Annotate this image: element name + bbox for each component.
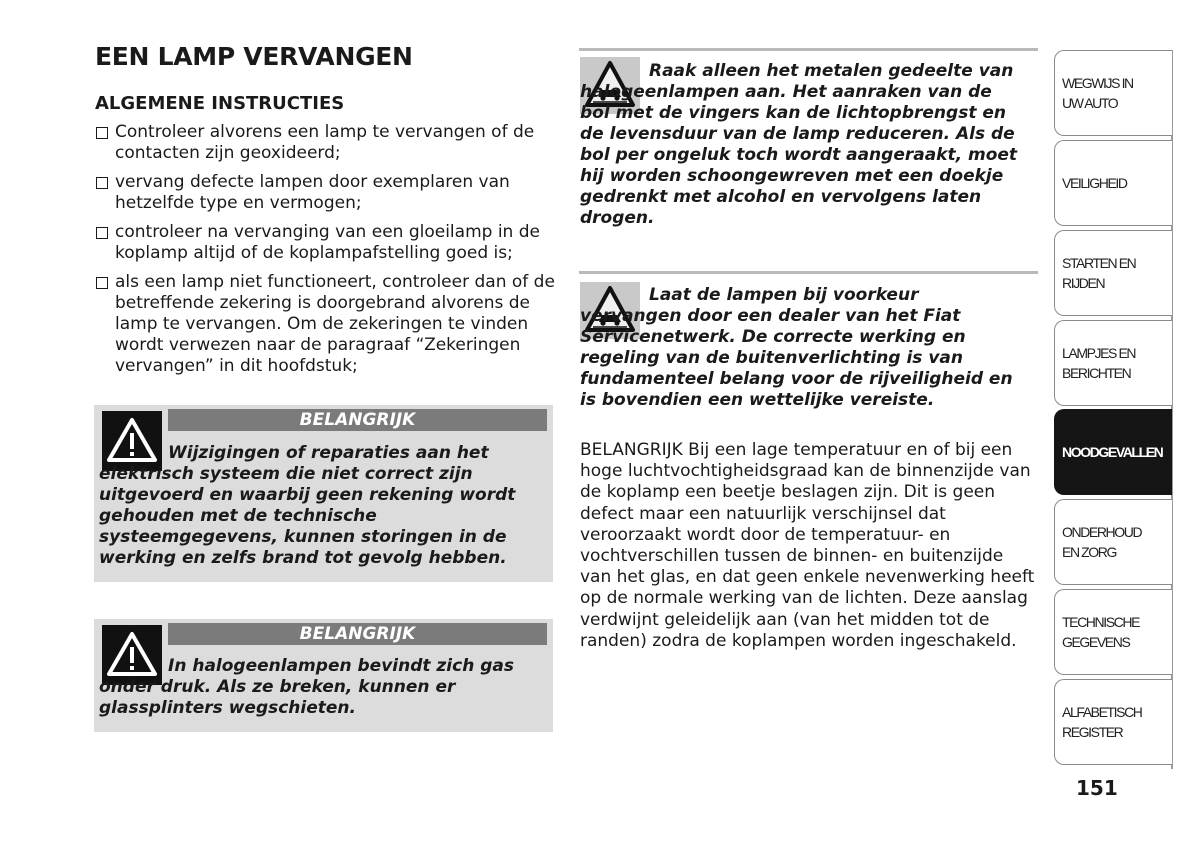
warning-text: Raak alleen het metalen gedeelte van halogeenlampen aan. Het aanraken van de bol met de vingers kan de lichtopbrengst en de levensduur van de lamp reduceren. Als de bol per ongeluk toch wordt aangeraakt, moet hij worden schoongewreven met een doekje gedrenkt met alcohol en vervolgens laten drogen.	[580, 61, 1018, 228]
tab-starten-en-rijden[interactable]: STARTEN EN RIJDEN	[1054, 230, 1172, 316]
tab-noodgevallen[interactable]: NOODGEVALLEN	[1054, 409, 1172, 495]
important-box-electrical	[94, 405, 553, 582]
checkbox-bullet-icon	[96, 227, 108, 239]
divider	[579, 271, 1038, 274]
list-item	[95, 172, 555, 214]
list-item-text: Controleer alvorens een lamp te vervangen of de contacten zijn geoxideerd;	[115, 122, 535, 163]
instruction-list	[95, 122, 555, 385]
divider	[579, 48, 1038, 51]
tab-alfabetisch-register[interactable]: ALFABETISCH REGISTER	[1054, 679, 1172, 765]
important-text: In halogeenlampen bevindt zich gas onder druk. Als ze breken, kunnen er glassplinters wegschieten.	[99, 656, 514, 718]
list-item-text: als een lamp niet functioneert, controleer dan of de betreffende zekering is doorgebrand alvorens de lamp te vervangen. Om de zekeringen te vinden wordt verwezen naar de paragraaf “Zekeringen vervangen” in dit hoofdstuk;	[115, 272, 555, 376]
checkbox-bullet-icon	[96, 127, 108, 139]
checkbox-bullet-icon	[96, 177, 108, 189]
important-box-halogen	[94, 619, 553, 732]
page-number: 151	[1076, 776, 1118, 800]
page-title: EEN LAMP VERVANGEN	[95, 42, 413, 71]
tab-wegwijs[interactable]: WEGWIJS IN UW AUTO	[1054, 50, 1172, 136]
list-item	[95, 272, 555, 377]
important-text: Wijzigingen of reparaties aan het elektrisch systeem die niet correct zijn uitgevoerd en waarbij geen rekening wordt gehouden met de technische systeemgegevens, kunnen storingen in de werking en zelfs brand tot gevolg hebben.	[99, 443, 516, 568]
tab-onderhoud-en-zorg[interactable]: ONDERHOUD EN ZORG	[1054, 499, 1172, 585]
tab-lampjes-en-berichten[interactable]: LAMPJES EN BERICHTEN	[1054, 320, 1172, 406]
important-label: BELANGRIJK	[168, 623, 547, 645]
section-heading: ALGEMENE INSTRUCTIES	[95, 93, 345, 114]
list-item-text: vervang defecte lampen door exemplaren van hetzelfde type en vermogen;	[115, 172, 510, 213]
checkbox-bullet-icon	[96, 277, 108, 289]
tab-veiligheid[interactable]: VEILIGHEID	[1054, 140, 1172, 226]
important-label: BELANGRIJK	[168, 409, 547, 431]
list-item	[95, 222, 555, 264]
tab-technische-gegevens[interactable]: TECHNISCHE GEGEVENS	[1054, 589, 1172, 675]
list-item-text: controleer na vervanging van een gloeilamp in de koplamp altijd of de koplampafstelling goed is;	[115, 222, 540, 263]
note-paragraph: BELANGRIJK Bij een lage temperatuur en of bij een hoge luchtvochtigheidsgraad kan de binnenzijde van de koplamp een beetje beslagen zijn. Dit is geen defect maar een natuurlijk verschijnsel dat veroorzaakt wordt door de temperatuur- en vochtverschillen tussen de binnen- en buitenzijde van het glas, en dat geen enkele nevenwerking heeft op de normale werking van de lichten. Deze aanslag verdwijnt geleidelijk aan (van het midden tot de randen) zodra de koplampen worden ingeschakeld.	[580, 440, 1035, 651]
warning-text: Laat de lampen bij voorkeur vervangen door een dealer van het Fiat Servicenetwerk. De correcte werking en regeling van de buitenverlichting is van fundamenteel belang voor de rijveiligheid en is bovendien een wettelijke vereiste.	[580, 285, 1013, 410]
list-item	[95, 122, 555, 164]
